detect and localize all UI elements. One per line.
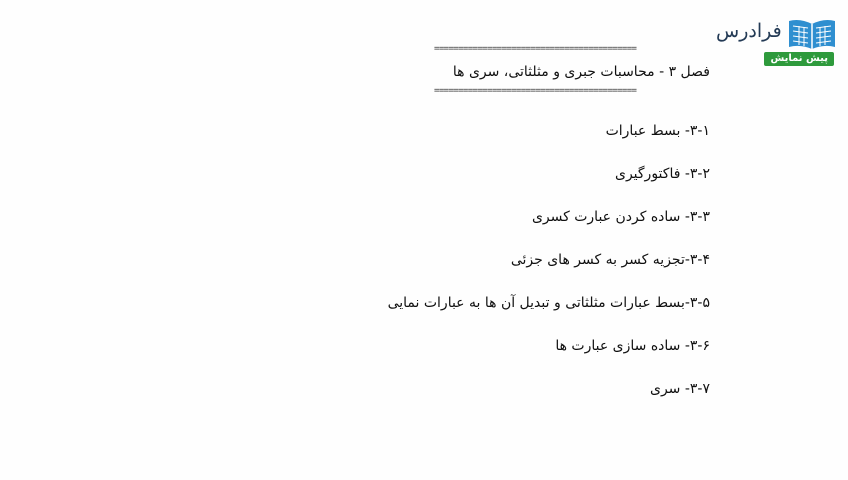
toc-item[interactable]: [350, 204, 710, 247]
rule-bottom: ==========================================: [434, 86, 637, 96]
toc-item-label[interactable]: ۳-۱- بسط عبارات: [605, 123, 710, 139]
toc-item[interactable]: [350, 247, 710, 290]
toc-item-label[interactable]: ۳-۳- ساده کردن عبارت کسری: [531, 209, 710, 225]
toc-item[interactable]: [350, 161, 710, 204]
toc-item[interactable]: [350, 376, 710, 419]
toc-item-label[interactable]: ۳-۵-بسط عبارات مثلثاتی و تبدیل آن ها به عبارات نمایی: [387, 295, 710, 311]
chapter-title: فصل ۳ - محاسبات جبری و مثلثاتی، سری ها: [452, 64, 710, 80]
logo-wordmark: فرادرس: [716, 20, 782, 42]
faradars-logo[interactable]: [716, 14, 838, 66]
open-book-icon: [786, 16, 838, 52]
toc-item[interactable]: [350, 118, 710, 161]
toc-item-label[interactable]: ۳-۶- ساده سازی عبارت ها: [555, 338, 710, 354]
toc-item-label[interactable]: ۳-۷- سری: [649, 381, 710, 397]
toc-item-label[interactable]: ۳-۴-تجزیه کسر به کسر های جزئی: [510, 252, 710, 268]
toc-item[interactable]: [350, 290, 710, 333]
toc-item[interactable]: [350, 333, 710, 376]
preview-badge: پیش نمایش: [764, 52, 834, 66]
table-of-contents: [350, 118, 710, 419]
toc-item-label[interactable]: ۳-۲- فاکتورگیری: [614, 166, 710, 182]
rule-top: ==========================================: [434, 44, 637, 54]
chapter-header: [434, 44, 710, 96]
